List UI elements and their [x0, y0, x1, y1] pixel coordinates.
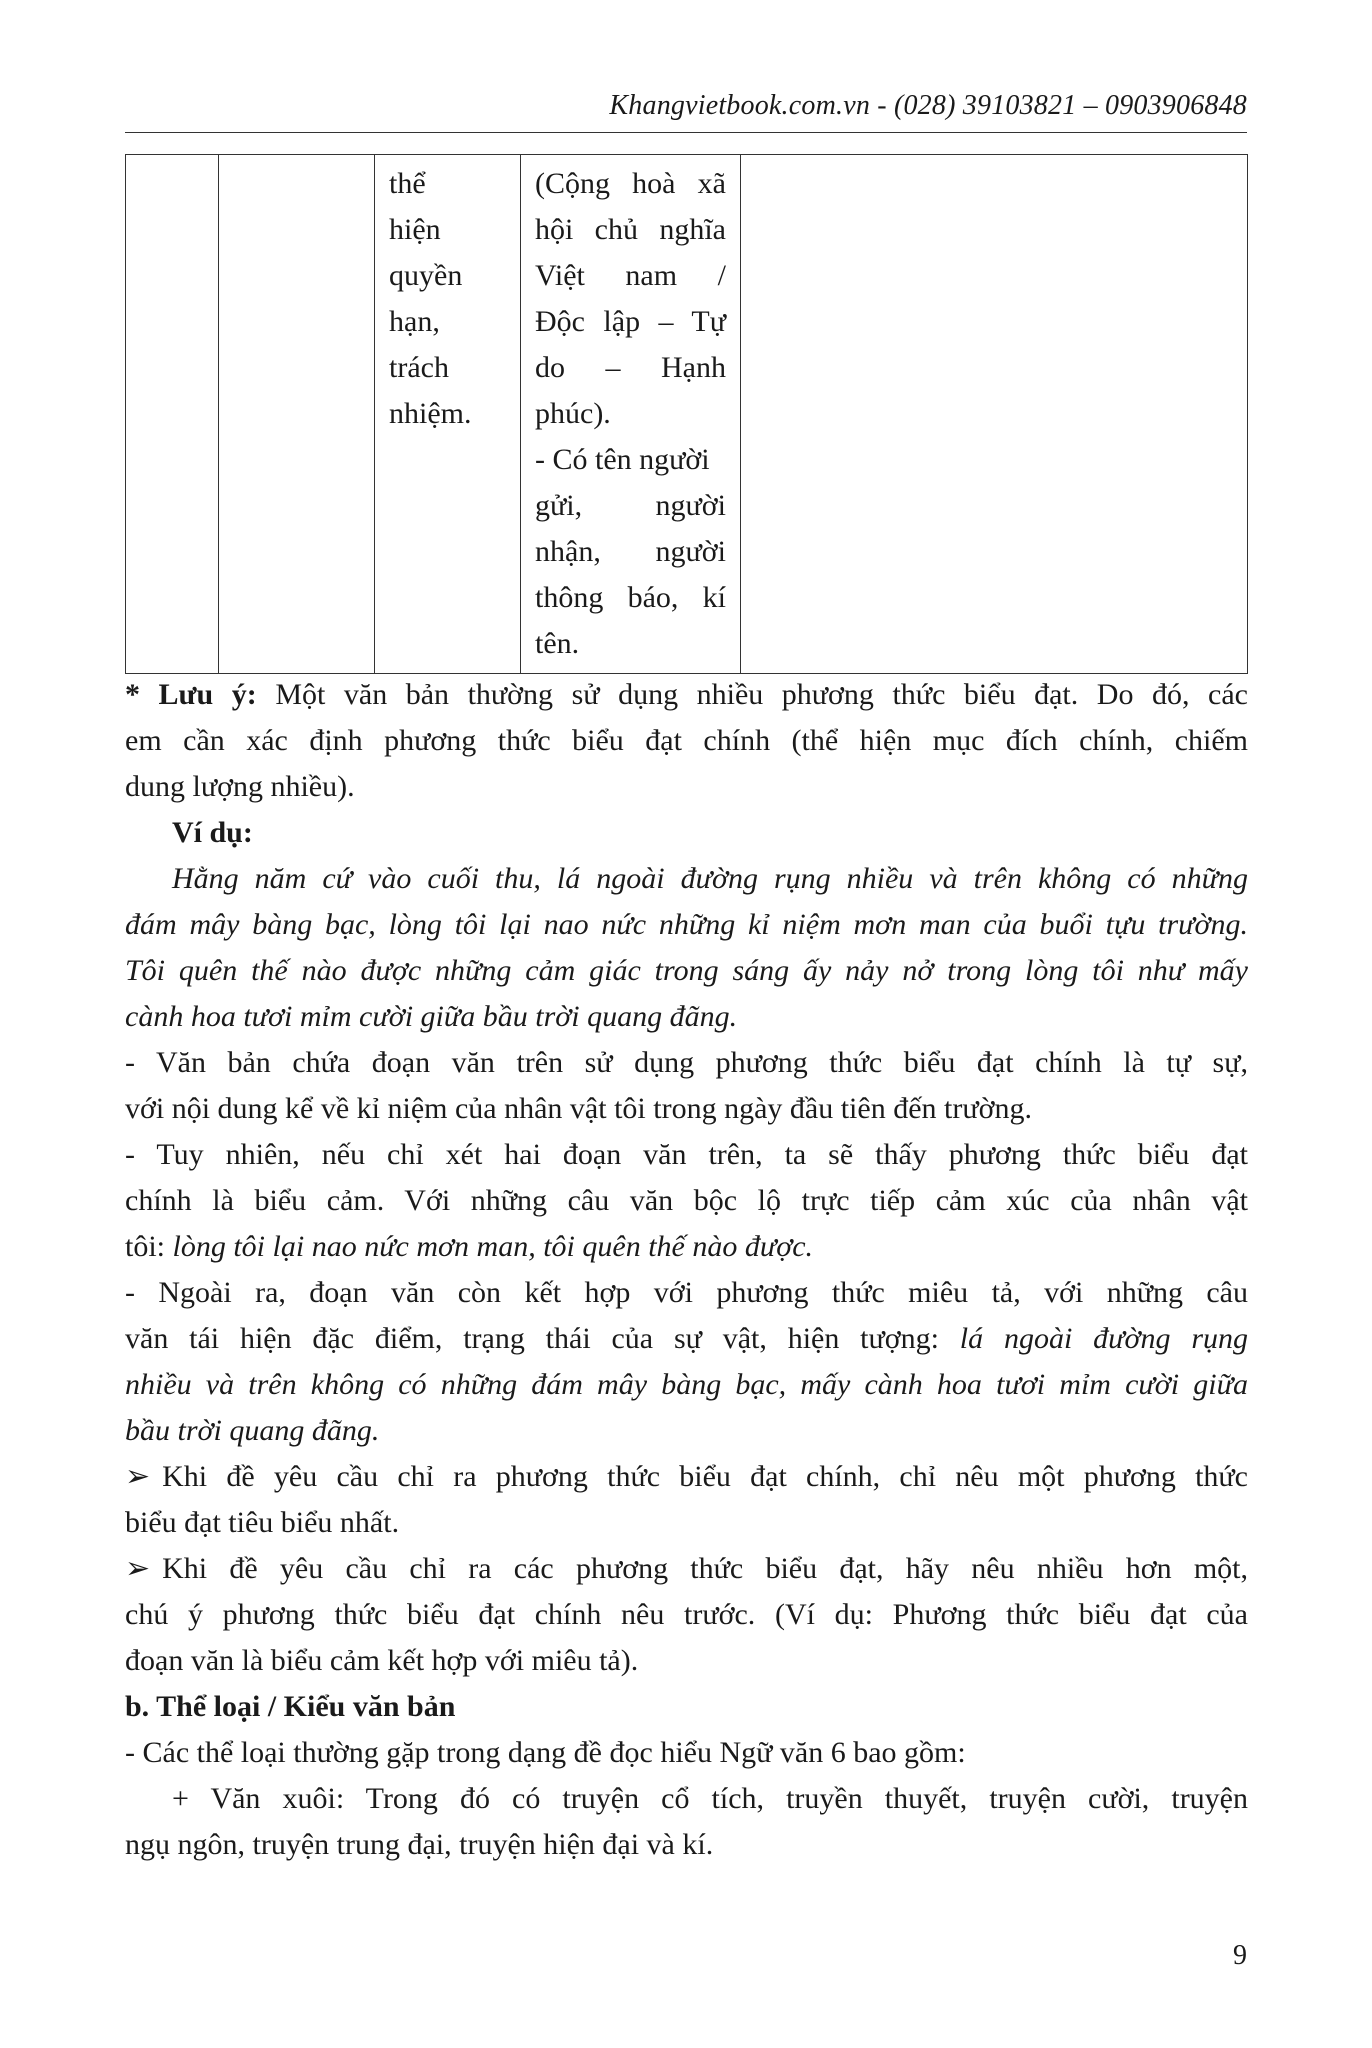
table-cell-5 [741, 155, 1248, 674]
note-line: dung lượng nhiều). [125, 770, 355, 803]
note-line: em cần xác định phương thức biểu đạt chính (thể hiện mục đích chính, chiếm [125, 724, 1248, 757]
point-1 [125, 1040, 1248, 1132]
note-paragraph [125, 672, 1248, 810]
table-cell-3 [375, 155, 521, 674]
quote-line: Hằng năm cứ vào cuối thu, lá ngoài đường rụng nhiều và trên không có những [172, 862, 1248, 895]
cell-line: trách [389, 351, 449, 384]
section-b-text: - Các thể loại thường gặp trong dạng đề đọc hiểu Ngữ văn 6 bao gồm: [125, 1736, 966, 1769]
point-2 [125, 1132, 1248, 1270]
bullet-line: biểu đạt tiêu biểu nhất. [125, 1506, 400, 1539]
sub-line: ngụ ngôn, truyện trung đại, truyện hiện đại và kí. [125, 1828, 714, 1861]
cell-line: Độc lập – Tự [535, 305, 726, 338]
example-label: Ví dụ: [172, 816, 253, 849]
point-quote: lá ngoài đường rụng [959, 1322, 1248, 1355]
point-line: chính là biểu cảm. Với những câu văn bộc lộ trực tiếp cảm xúc của nhân vật [125, 1184, 1248, 1217]
bullet-line: đoạn văn là biểu cảm kết hợp với miêu tả). [125, 1644, 639, 1677]
table-row [126, 155, 1248, 674]
section-b-sub [125, 1776, 1248, 1868]
cell-line: thông báo, kí [535, 581, 726, 614]
note-text: Một văn bản thường sử dụng nhiều phương thức biểu đạt. Do đó, các [256, 678, 1248, 711]
table-cell-4 [521, 155, 741, 674]
sub-line: + Văn xuôi: Trong đó có truyện cổ tích, truyền thuyết, truyện cười, truyện [172, 1782, 1248, 1815]
cell-line: nhiệm. [389, 397, 472, 430]
point-line: - Ngoài ra, đoạn văn còn kết hợp với phương thức miêu tả, với những câu [125, 1276, 1248, 1309]
arrow-bullet-icon: ➢ [125, 1460, 151, 1493]
arrow-bullet-icon: ➢ [125, 1552, 151, 1585]
point-text: tôi: [125, 1230, 173, 1263]
cell-line: - Có tên người [535, 443, 710, 476]
table-cell-2 [219, 155, 375, 674]
continued-table [125, 154, 1248, 674]
cell-line: do – Hạnh [535, 351, 726, 384]
point-quote: nhiều và trên không có những đám mây bàng bạc, mấy cành hoa tươi mỉm cười giữa [125, 1368, 1248, 1401]
page-number: 9 [1233, 1940, 1247, 1971]
cell-line: hội chủ nghĩa [535, 213, 726, 246]
bullet-text: Khi đề yêu cầu chỉ ra phương thức biểu đạt chính, chỉ nêu một phương thức [162, 1460, 1248, 1493]
section-b-heading: b. Thể loại / Kiểu văn bản [125, 1690, 456, 1723]
point-line: - Tuy nhiên, nếu chỉ xét hai đoạn văn trên, ta sẽ thấy phương thức biểu đạt [125, 1138, 1248, 1171]
cell-line: hiện [389, 213, 441, 246]
page-header: Khangvietbook.com.vn - (028) 39103821 – 0903906848 [609, 90, 1247, 121]
cell-line: (Cộng hoà xã [535, 167, 726, 200]
point-quote: lòng tôi lại nao nức mơn man, tôi quên thế nào được. [172, 1230, 814, 1263]
quote-line: đám mây bàng bạc, lòng tôi lại nao nức những kỉ niệm mơn man của buổi tựu trường. [125, 908, 1248, 941]
cell-line: nhận, người [535, 535, 726, 568]
cell-line: Việt nam / [535, 259, 726, 292]
cell-line: gửi, người [535, 489, 726, 522]
cell-line: phúc). [535, 397, 611, 430]
cell-line: quyền [389, 259, 463, 292]
point-quote: bầu trời quang đãng. [125, 1414, 380, 1447]
table-cell-1 [126, 155, 219, 674]
bullet-2 [125, 1546, 1248, 1684]
cell-line: tên. [535, 627, 580, 660]
section-b-line [125, 1730, 1248, 1776]
cell-line: hạn, [389, 305, 440, 338]
point-line: với nội dung kể về kỉ niệm của nhân vật tôi trong ngày đầu tiên đến trường. [125, 1092, 1032, 1125]
quote-line: Tôi quên thế nào được những cảm giác trong sáng ấy nảy nở trong lòng tôi như mấy [125, 954, 1248, 987]
bullet-1 [125, 1454, 1248, 1546]
bullet-text: Khi đề yêu cầu chỉ ra các phương thức biểu đạt, hãy nêu nhiều hơn một, [162, 1552, 1248, 1585]
quote-line: cành hoa tươi mỉm cười giữa bầu trời quang đãng. [125, 1000, 738, 1033]
bullet-line: chú ý phương thức biểu đạt chính nêu trước. (Ví dụ: Phương thức biểu đạt của [125, 1598, 1248, 1631]
point-3 [125, 1270, 1248, 1454]
header-rule [125, 132, 1247, 133]
cell-line: thể [389, 167, 426, 200]
point-line: - Văn bản chứa đoạn văn trên sử dụng phương thức biểu đạt chính là tự sự, [125, 1046, 1248, 1079]
note-label: * Lưu ý: [125, 678, 257, 711]
example-quote [125, 856, 1248, 1040]
point-text: văn tái hiện đặc điểm, trạng thái của sự vật, hiện tượng: [125, 1322, 960, 1355]
body-text [125, 672, 1248, 1868]
